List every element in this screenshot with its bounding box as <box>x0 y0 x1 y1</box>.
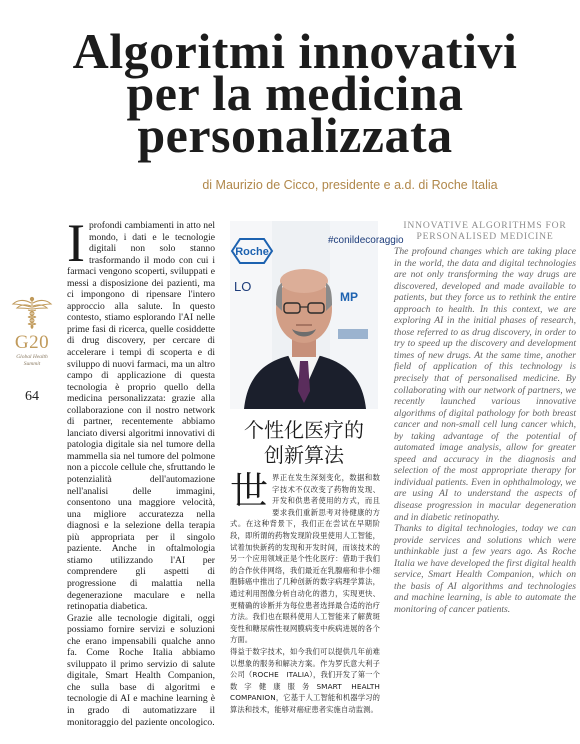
english-column <box>394 220 576 616</box>
title-line-3: personalizzata <box>137 107 453 163</box>
italian-dropcap: I <box>67 213 85 273</box>
caduceus-icon <box>12 296 52 330</box>
page-number: 64 <box>25 389 39 404</box>
chinese-paragraph-2: 得益于数字技术，如今我们可以提供几年前难以想象的服务和解决方案。作为罗氏意大利子公司（ROCHE ITALIA），我们开发了第一个数字健康服务SMART HEALTH COMPANION，它基于人工智能和机器学习的算法和技术，能够对癌症患者实施自动监测。 <box>230 646 380 714</box>
byline: di Maurizio de Cicco, presidente e a.d. di Roche Italia <box>202 178 498 192</box>
italian-column <box>67 213 215 728</box>
english-paragraph-2: Thanks to digital technologies, today we can provide services and solutions which were unthinkable just a few years ago. As Roche Italia we have developed the first digital health service, Smart Health Companion, which on the basis of AI algorithms and technologies and machine learning, is able to automate the monitoring of cancer patients. <box>394 523 576 615</box>
backdrop-fragment-1: LO <box>234 279 252 294</box>
logo-subtitle-1: Global Health <box>16 354 48 360</box>
roche-logo-text: Roche <box>235 246 269 258</box>
backdrop-hashtag: #conildecoraggio <box>328 235 404 246</box>
chinese-title-line-2: 创新算法 <box>264 443 344 467</box>
italian-paragraph-2: Grazie alle tecnologie digitali, oggi possiamo fornire servizi e soluzioni che erano impensabili qualche anno fa. Come Roche Italia abbiamo sviluppato il primo servizio di salute digitale, Smart Health Companion, che sulla base di algoritmi e tecnologie di AI e machine learning è in grado di automatizzare il monitoraggio del paziente oncologico. <box>67 612 215 728</box>
chinese-column <box>230 469 380 715</box>
english-heading: INNOVATIVE ALGORITHMS FOR PERSONALISED MEDICINE <box>403 220 567 242</box>
title-line-2: per la medicina <box>126 65 464 121</box>
g20-logo <box>6 296 58 367</box>
title-line-1: Algoritmi innovativi <box>72 23 518 79</box>
chinese-dropcap: 世 <box>230 469 269 513</box>
logo-subtitle-2: Summit <box>23 360 41 367</box>
backdrop-fragment-2: MP <box>340 290 358 304</box>
chinese-title-line-1: 个性化医疗的 <box>244 418 364 442</box>
italian-paragraph-1: profondi cambiamenti in atto nel mondo, i dati e le tecnologie digitali non solo stanno trasformando il modo con cui i farmaci vengono scoperti, sviluppati e messi a disposizione dei pazienti, ma ci impongono di ripensare l'intero approccio alla salute. In questo contesto, stiamo esplorando l'AI nelle prime fasi di ricerca, quelle cosiddette di drug discovery, per cercare di accelerare i tempi di scoperta e di sviluppo di nuovi farmaci, ma un altro campo di applicazione di questa tecnologia è proprio quello della medicina personalizzata: grazie alla collaborazione con il nostro network di partner, recentemente abbiamo lanciato diversi algoritmi innovativi di patologia digitale sia nel tumore della mammella sia nel tumore del polmone non a piccole cellule che, sfruttando le potenzialità dell'automazione nell'analisi delle immagini, consentono una maggiore velocità, una migliore accuratezza nella diagnosi e la selezione della terapia più appropriata per il singolo paziente. Anche in oftalmologia stiamo utilizzando l'AI per comprendere gli aspetti di progressione di malattia nella degenerazione maculare e nella retinopatia diabetica. <box>67 220 215 613</box>
chinese-paragraph-1: 界正在发生深刻变化，数据和数字技术不仅改变了药物的发现、开发和供患者使用的方式，而且要求我们重新思考对待健康的方式。在这种背景下，我们正在尝试在早期阶段，即所谓的药物发现阶段里使用人工智能，试着加快新药的发现和开发时间，而该技术的另一个应用领域正是个性化医疗：借助于我们的合作伙伴网络，我们最近在乳腺癌和非小细胞肺癌中推出了几种创新的数字病理学算法，通过利用图像分析自动化的潜力，实现更快、更精确的诊断并为每位患者选择最合适的治疗方法。我们也在眼科使用人工智能来了解黄斑变性和糖尿病性视网膜病变中疾病进展的各个方面。 <box>230 473 380 645</box>
portrait-photo <box>230 221 404 409</box>
logo-text: G20 <box>14 332 50 353</box>
english-paragraph-1: The profound changes which are taking place in the world, the data and digital technologies are not only transforming the way drugs are discovered, developed and made available to patients, but they force us to rethink the entire approach to health. In this context, we are exploring AI in the initial phases of research, those referred to as drug discovery, in order to try to speed up the discovery and development times of new drugs. At the same time, another field of application of this technology is precisely that of personalised medicine. By collaborating with our network of partners, we recently launched various innovative algorithms of digital pathology for both breast cancer and non-small cell lung cancer which, by taking advantage of the potential of automated image analysis, allow for greater speed and accuracy in the diagnosis and selection of the most appropriate therapy for individual patients. Even in ophthalmology, we are using AI to understand the aspects of disease progression in macular degeneration and in diabetic retinopathy. <box>394 246 576 523</box>
article-title <box>60 23 530 163</box>
chinese-title <box>230 418 378 468</box>
